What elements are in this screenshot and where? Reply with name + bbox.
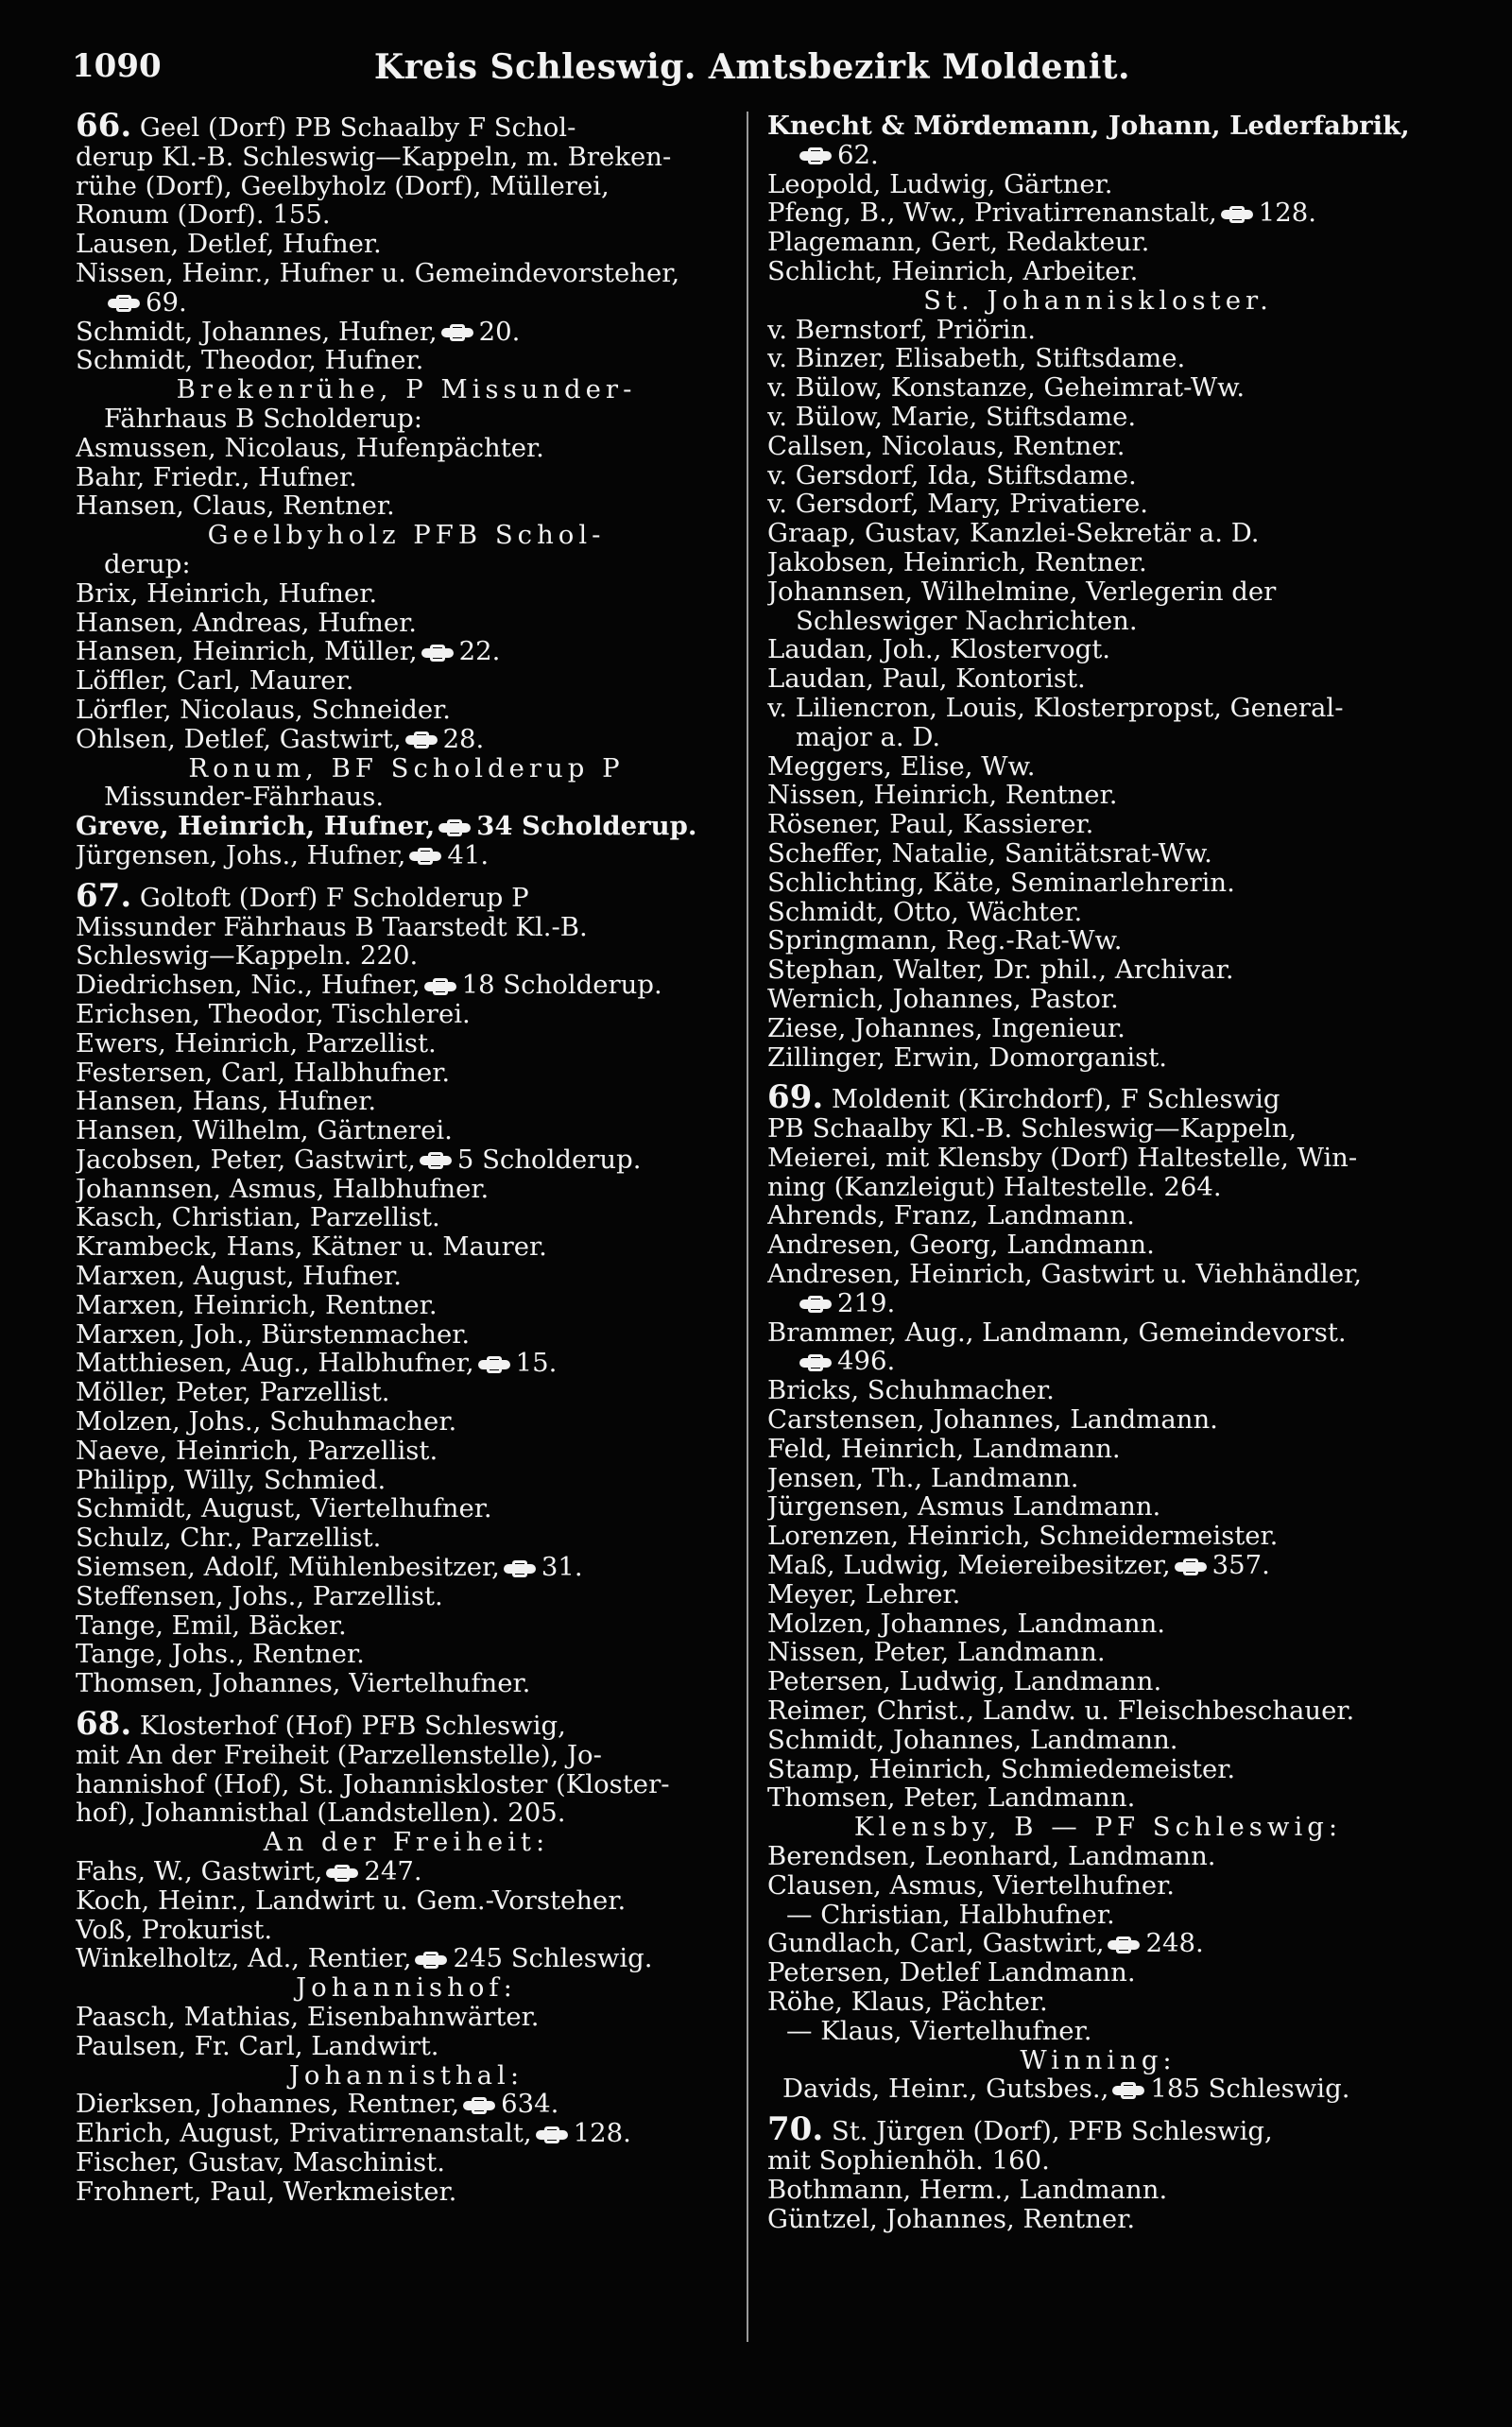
listing: Graap, Gustav, Kanzlei-Sekretär a. D. — [767, 519, 1260, 548]
entry-text: PB Schaalby Kl.-B. Schleswig—Kappeln, — [767, 1114, 1297, 1144]
entry-text: rühe (Dorf), Geelbyholz (Dorf), Müllerei, — [76, 171, 610, 201]
listing: Güntzel, Johannes, Rentner. — [767, 2204, 1136, 2234]
listing: v. Bülow, Marie, Stiftsdame. — [767, 402, 1137, 432]
listing — [76, 971, 737, 1000]
phone-number: 15. — [515, 1349, 558, 1379]
listing-text: Jürgensen, Johs., Hufner, — [76, 840, 406, 870]
phone-number: 69. — [146, 287, 187, 318]
listing-text: Greve, Heinrich, Hufner, — [76, 812, 436, 841]
listing: v. Bülow, Konstanze, Geheimrat-Ww. — [767, 373, 1246, 403]
listing-text: Ehrich, August, Privatirrenanstalt, — [76, 2119, 532, 2148]
listing — [76, 841, 737, 870]
listing-text: Jacobsen, Peter, Gastwirt, — [76, 1145, 416, 1175]
listing: Clausen, Asmus, Viertelhufner. — [767, 1870, 1176, 1901]
column-divider — [747, 112, 748, 2342]
listing: Paasch, Mathias, Eisenbahnwärter. — [76, 2003, 540, 2032]
phone-number: 62. — [837, 140, 879, 170]
listing: Schmidt, Johannes, Landmann. — [767, 1725, 1178, 1755]
listing — [76, 1553, 737, 1582]
listing: Naeve, Heinrich, Parzellist. — [76, 1436, 438, 1466]
listing: Laudan, Joh., Klostervogt. — [767, 635, 1111, 665]
phone-number: 34 Scholderup. — [476, 812, 697, 841]
phone-number: 128. — [1258, 198, 1316, 229]
listing: Molzen, Johannes, Landmann. — [767, 1609, 1166, 1639]
phone-number: 5 Scholderup. — [456, 1145, 642, 1175]
telephone-icon — [463, 2098, 495, 2113]
listing: Röhe, Klaus, Pächter. — [767, 1988, 1048, 2017]
listing — [767, 1551, 1429, 1580]
listing: Thomsen, Peter, Landmann. — [767, 1783, 1136, 1814]
listing: Tange, Johs., Rentner. — [76, 1640, 365, 1670]
listing-text: Ohlsen, Detlef, Gastwirt, — [76, 724, 402, 754]
telephone-icon — [420, 1153, 452, 1168]
right-column — [767, 112, 1429, 2233]
listing: Koch, Heinr., Landwirt u. Gem.-Vorsteher. — [76, 1885, 627, 1916]
listing: Meyer, Lehrer. — [767, 1579, 961, 1609]
listing: Berendsen, Leonhard, Landmann. — [767, 1842, 1216, 1871]
telephone-icon — [799, 148, 832, 164]
telephone-icon — [1221, 207, 1253, 222]
telephone-icon — [799, 1355, 832, 1370]
listing: Carstensen, Johannes, Landmann. — [767, 1405, 1218, 1435]
entry-number: 68. — [76, 1710, 132, 1741]
listing: Bricks, Schuhmacher. — [767, 1376, 1055, 1406]
entry-text: Schleswig—Kappeln. 220. — [76, 941, 419, 972]
section-heading-text: Johannishof: — [296, 1973, 517, 2003]
entry-text: Klosterhof (Hof) PFB Schleswig, — [139, 1711, 566, 1741]
listing-text: Pfeng, B., Ww., Privatirrenanstalt, — [767, 198, 1217, 229]
listing — [76, 318, 737, 347]
telephone-icon — [405, 732, 438, 748]
listing — [76, 2090, 737, 2119]
section-heading-text: Johannisthal: — [288, 2060, 524, 2091]
listing: Springmann, Reg.-Rat-Ww. — [767, 926, 1123, 956]
listing: Paulsen, Fr. Carl, Landwirt. — [76, 2031, 439, 2061]
listing: — Klaus, Viertelhufner. — [786, 2016, 1092, 2046]
telephone-icon — [441, 325, 473, 340]
listing: v. Gersdorf, Mary, Privatiere. — [767, 490, 1148, 520]
page-header — [72, 47, 1433, 96]
section-heading — [76, 1973, 737, 2003]
listing-text: Andresen, Heinrich, Gastwirt u. Viehhändler, — [767, 1260, 1362, 1289]
listing-text: Johannsen, Wilhelmine, Verlegerin der — [767, 577, 1277, 607]
listing-text: Winkelholtz, Ad., Rentier, — [76, 1944, 412, 1974]
listing-text: Fahs, W., Gastwirt, — [76, 1857, 323, 1886]
listing-text: Schmidt, Johannes, Hufner, — [76, 317, 438, 347]
listing — [767, 577, 1429, 636]
section-heading — [76, 2061, 737, 2091]
telephone-icon — [799, 1297, 832, 1312]
listing: Brix, Heinrich, Hufner. — [76, 578, 378, 609]
listing — [76, 1857, 737, 1886]
entry-text: mit An der Freiheit (Parzellenstelle), Jo- — [76, 1740, 602, 1770]
entry-text: derup Kl.-B. Schleswig—Kappeln, m. Breken- — [76, 142, 672, 172]
listing: v. Gersdorf, Ida, Stiftsdame. — [767, 460, 1137, 491]
section-heading — [76, 754, 737, 783]
entry-number: 70. — [767, 2115, 824, 2146]
listing: Lausen, Detlef, Hufner. — [76, 230, 382, 259]
place-entry-moldenit — [767, 1083, 1429, 1201]
listing — [76, 1145, 737, 1175]
entry-text: ning (Kanzleigut) Haltestelle. 264. — [767, 1172, 1222, 1202]
listing — [767, 2074, 1429, 2104]
listing: v. Bernstorf, Priörin. — [767, 315, 1037, 345]
listing — [767, 1929, 1429, 1958]
listing: Hansen, Wilhelm, Gärtnerei. — [76, 1116, 453, 1145]
listing — [767, 198, 1429, 228]
listing — [76, 259, 737, 318]
place-entry-geel — [76, 112, 737, 230]
listing: Asmussen, Nicolaus, Hufenpächter. — [76, 433, 544, 463]
phone-number: 22. — [458, 637, 501, 667]
listing — [76, 812, 737, 841]
telephone-icon — [504, 1561, 536, 1576]
listing: Fischer, Gustav, Maschinist. — [76, 2147, 445, 2177]
page-number: 1090 — [72, 47, 162, 85]
listing-text: Maß, Ludwig, Meiereibesitzer, — [767, 1551, 1171, 1580]
listing: Philipp, Willy, Schmied. — [76, 1465, 387, 1495]
listing: Callsen, Nicolaus, Rentner. — [767, 431, 1125, 461]
listing: Scheffer, Natalie, Sanitätsrat-Ww. — [767, 838, 1212, 869]
place-entry-goltoft — [76, 882, 737, 971]
listing: Marxen, August, Hufner. — [76, 1262, 402, 1291]
listing-text: Hansen, Heinrich, Müller, — [76, 637, 418, 667]
listing: Steffensen, Johs., Parzellist. — [76, 1581, 443, 1611]
listing: Wernich, Johannes, Pastor. — [767, 984, 1119, 1014]
phone-number: 28. — [442, 724, 485, 754]
section-heading-text: Ronum, BF Scholderup P — [188, 753, 625, 783]
listing: Hansen, Andreas, Hufner. — [76, 608, 417, 638]
section-heading-text: An der Freiheit: — [263, 1828, 550, 1858]
phone-number: 128. — [573, 2119, 631, 2148]
phone-number: 18 Scholderup. — [461, 971, 662, 1000]
listing: Kasch, Christian, Parzellist. — [76, 1203, 440, 1233]
listing-text: major a. D. — [796, 722, 941, 752]
telephone-icon — [108, 296, 140, 311]
listing: Ahrends, Franz, Landmann. — [767, 1201, 1135, 1231]
section-heading — [767, 286, 1429, 316]
listing-text: Nissen, Heinr., Hufner u. Gemeindevorsteher, — [76, 258, 680, 288]
entry-number: 66. — [76, 112, 132, 143]
listing: Leopold, Ludwig, Gärtner. — [767, 169, 1113, 199]
listing: Ewers, Heinrich, Parzellist. — [76, 1028, 437, 1059]
entry-text: Ronum (Dorf). 155. — [76, 200, 331, 231]
listing: Laudan, Paul, Kontorist. — [767, 664, 1086, 694]
phone-number: 41. — [447, 840, 490, 870]
listing: Löffler, Carl, Maurer. — [76, 666, 354, 696]
listing: — Christian, Halbhufner. — [786, 1900, 1115, 1930]
listing: Schulz, Chr., Parzellist. — [76, 1523, 382, 1554]
listing: Andresen, Georg, Landmann. — [767, 1231, 1155, 1261]
listing: Festersen, Carl, Halbhufner. — [76, 1058, 451, 1088]
telephone-icon — [478, 1357, 510, 1372]
listing: Voß, Prokurist. — [76, 1915, 273, 1945]
listing-text: Davids, Heinr., Gutsbes., — [782, 2074, 1109, 2105]
phone-number: 357. — [1211, 1551, 1270, 1580]
listing: Rösener, Paul, Kassierer. — [767, 810, 1094, 839]
listing: Feld, Heinrich, Landmann. — [767, 1434, 1121, 1464]
entry-text: St. Jürgen (Dorf), PFB Schleswig, — [831, 2116, 1273, 2146]
listing: Schmidt, Theodor, Hufner. — [76, 346, 424, 376]
listing — [767, 1318, 1429, 1377]
listing-text: Siemsen, Adolf, Mühlenbesitzer, — [76, 1553, 500, 1582]
phone-number: 496. — [837, 1347, 896, 1377]
phone-number: 248. — [1145, 1929, 1204, 1959]
listing: Molzen, Johs., Schuhmacher. — [76, 1407, 457, 1437]
listing: Jürgensen, Asmus Landmann. — [767, 1492, 1161, 1523]
listing: v. Binzer, Elisabeth, Stiftsdame. — [767, 344, 1186, 374]
listing: Schmidt, August, Viertelhufner. — [76, 1494, 492, 1524]
section-heading — [76, 375, 737, 404]
listing: Jakobsen, Heinrich, Rentner. — [767, 547, 1147, 577]
listing — [767, 1260, 1429, 1318]
telephone-icon — [536, 2127, 568, 2143]
listing: Frohnert, Paul, Werkmeister. — [76, 2177, 457, 2207]
listing-text: Matthiesen, Aug., Halbhufner, — [76, 1349, 474, 1379]
listing: Petersen, Detlef Landmann. — [767, 1958, 1136, 1988]
telephone-icon — [415, 1953, 447, 1968]
telephone-icon — [438, 820, 471, 835]
listing-text: v. Liliencron, Louis, Klosterpropst, General- — [767, 693, 1344, 723]
listing — [76, 637, 737, 666]
listing: Petersen, Ludwig, Landmann. — [767, 1667, 1162, 1697]
listing: Nissen, Heinrich, Rentner. — [767, 781, 1118, 811]
section-heading-text: Brekenrühe, P Missunder- — [176, 375, 637, 404]
listing: Jensen, Th., Landmann. — [767, 1463, 1079, 1493]
listing: Hansen, Claus, Rentner. — [76, 491, 395, 522]
listing: Stamp, Heinrich, Schmiedemeister. — [767, 1754, 1236, 1784]
entry-text: hannishof (Hof), St. Johanniskloster (Kloster- — [76, 1769, 670, 1799]
listing: Johannsen, Asmus, Halbhufner. — [76, 1174, 490, 1204]
listing: Erichsen, Theodor, Tischlerei. — [76, 999, 471, 1029]
phone-number: 219. — [837, 1288, 896, 1318]
telephone-icon — [326, 1866, 358, 1881]
listing: Krambeck, Hans, Kätner u. Maurer. — [76, 1232, 547, 1263]
entry-text: mit Sophienhöh. 160. — [767, 2145, 1050, 2176]
listing-text: Dierksen, Johannes, Rentner, — [76, 2090, 460, 2120]
listing: Schlicht, Heinrich, Arbeiter. — [767, 256, 1139, 286]
section-heading-text: derup: — [104, 549, 191, 579]
listing: Plagemann, Gert, Redakteur. — [767, 228, 1150, 257]
section-heading — [76, 521, 737, 550]
phone-number: 31. — [541, 1553, 583, 1582]
listing — [76, 725, 737, 754]
section-heading — [767, 1813, 1429, 1842]
listing: Meggers, Elise, Ww. — [767, 751, 1036, 782]
telephone-icon — [1112, 2083, 1144, 2098]
section-heading-text: St. Johanniskloster. — [923, 285, 1273, 316]
entry-number: 67. — [76, 881, 132, 913]
listing-text: Gundlach, Carl, Gastwirt, — [767, 1929, 1105, 1959]
entry-text: Missunder Fährhaus B Taarstedt Kl.-B. — [76, 912, 588, 942]
section-heading-text: Missunder-Fährhaus. — [104, 783, 385, 813]
section-heading — [767, 2046, 1429, 2075]
phone-number: 634. — [501, 2090, 559, 2120]
listing-text: Knecht & Mördemann, Johann, Lederfabrik, — [767, 112, 1410, 141]
listing: Ziese, Johannes, Ingenieur. — [767, 1013, 1125, 1043]
listing: Lorenzen, Heinrich, Schneidermeister. — [767, 1522, 1279, 1552]
listing: Thomsen, Johannes, Viertelhufner. — [76, 1669, 531, 1699]
listing-text: Brammer, Aug., Landmann, Gemeindevorst. — [767, 1317, 1347, 1348]
phone-number: 245 Schleswig. — [453, 1944, 653, 1974]
left-column — [76, 112, 737, 2207]
listing — [76, 1944, 737, 1973]
listing — [767, 694, 1429, 752]
listing: Marxen, Joh., Bürstenmacher. — [76, 1319, 471, 1350]
listing: Stephan, Walter, Dr. phil., Archivar. — [767, 955, 1234, 985]
listing — [767, 112, 1429, 170]
listing: Tange, Emil, Bäcker. — [76, 1610, 347, 1641]
listing: Bahr, Friedr., Hufner. — [76, 462, 357, 492]
telephone-icon — [409, 849, 441, 864]
section-heading-text: Fährhaus B Scholderup: — [104, 404, 422, 434]
listing — [76, 1349, 737, 1378]
section-heading-text: Klensby, B — PF Schleswig: — [853, 1813, 1343, 1843]
entry-number: 69. — [767, 1083, 824, 1115]
listing: Schlichting, Käte, Seminarlehrerin. — [767, 868, 1235, 898]
listing: Hansen, Hans, Hufner. — [76, 1087, 377, 1117]
listing — [76, 2119, 737, 2148]
listing: Marxen, Heinrich, Rentner. — [76, 1290, 438, 1320]
listing-text: Schleswiger Nachrichten. — [796, 606, 1138, 636]
telephone-icon — [1108, 1937, 1140, 1953]
listing: Zillinger, Erwin, Domorganist. — [767, 1042, 1168, 1073]
entry-text: hof), Johannisthal (Landstellen). 205. — [76, 1799, 566, 1829]
section-heading — [76, 1828, 737, 1857]
listing: Lörfler, Nicolaus, Schneider. — [76, 695, 451, 725]
listing-text: Diedrichsen, Nic., Hufner, — [76, 971, 421, 1000]
entry-text: Goltoft (Dorf) F Scholderup P — [139, 882, 529, 913]
listing: Bothmann, Herm., Landmann. — [767, 2175, 1168, 2205]
telephone-icon — [424, 979, 456, 994]
listing: Nissen, Peter, Landmann. — [767, 1638, 1106, 1668]
section-heading-text: Geelbyholz PFB Schol- — [207, 521, 606, 550]
telephone-icon — [421, 645, 454, 661]
section-heading-text: Winning: — [1020, 2045, 1177, 2075]
phone-number: 247. — [364, 1857, 422, 1886]
phone-number: 185 Schleswig. — [1150, 2074, 1350, 2105]
listing: Möller, Peter, Parzellist. — [76, 1378, 390, 1408]
entry-text: Geel (Dorf) PB Schaalby F Schol- — [139, 112, 576, 143]
entry-text: Moldenit (Kirchdorf), F Schleswig — [831, 1084, 1280, 1115]
entry-text: Meierei, mit Klensby (Dorf) Haltestelle, Win- — [767, 1143, 1358, 1173]
telephone-icon — [1175, 1559, 1207, 1575]
listing: Reimer, Christ., Landw. u. Fleischbeschauer. — [767, 1696, 1355, 1726]
place-entry-st-juergen — [767, 2115, 1429, 2176]
running-head: Kreis Schleswig. Amtsbezirk Moldenit. — [373, 47, 1131, 87]
place-entry-klosterhof — [76, 1710, 737, 1828]
listing: Schmidt, Otto, Wächter. — [767, 897, 1083, 927]
phone-number: 20. — [478, 317, 521, 347]
